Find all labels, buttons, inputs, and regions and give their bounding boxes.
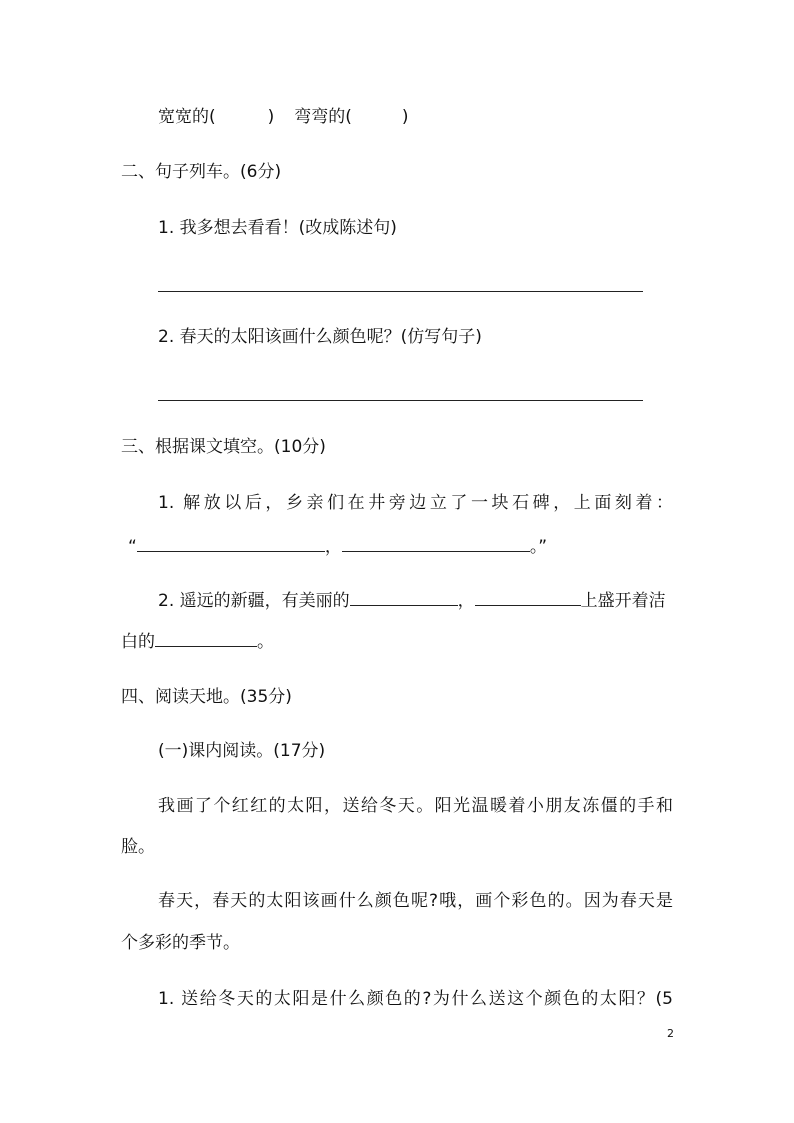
reading-paragraph-1-line-2: 脸。 [121,837,155,857]
section-3-heading: 三、根据课文填空。(10分) [121,437,326,457]
stone-inscription-blank-1[interactable] [137,535,325,552]
section-2-question-1: 1. 我多想去看看！(改成陈述句) [158,218,397,238]
fill-in-curved-close: ) [401,107,409,127]
fill-in-curved-label: 弯弯的( [294,107,352,127]
close-quote: 。” [529,537,548,557]
open-quote: “ [128,537,137,557]
reading-paragraph-2-line-1: 春天，春天的太阳该画什么颜色呢?哦，画个彩色的。因为春天是 [158,891,673,911]
xinjiang-suffix: 上盛开着洁 [580,591,666,611]
comma: ， [324,537,342,557]
period: 。 [257,632,274,652]
section-4-subheading: (一)课内阅读。(17分) [158,741,326,761]
section-3-question-2 [158,589,666,612]
reading-question-1: 1. 送给冬天的太阳是什么颜色的?为什么送这个颜色的太阳？(5 [158,989,673,1009]
white-flower-blank[interactable] [155,630,257,647]
section-2-heading: 二、句子列车。(6分) [121,162,282,182]
white-prefix: 白的 [121,632,155,652]
section-3-question-2-cont [121,630,274,653]
answer-line-1[interactable] [158,291,643,292]
fill-in-pair-line [158,106,409,128]
fill-in-wide-close: ) [267,107,275,127]
reading-paragraph-2-line-2: 个多彩的季节。 [121,933,240,953]
reading-paragraph-1-line-1: 我画了个红红的太阳，送给冬天。阳光温暖着小朋友冻僵的手和 [158,796,673,816]
xinjiang-blank-1[interactable] [350,589,458,606]
stone-inscription-blank-2[interactable] [342,535,530,552]
fill-in-wide-label: 宽宽的( [158,107,216,127]
answer-line-2[interactable] [158,400,643,401]
xinjiang-blank-2[interactable] [475,589,581,606]
xinjiang-prefix: 2. 遥远的新疆，有美丽的 [158,591,350,611]
section-3-question-1-blanks [128,535,547,558]
section-3-question-1: 1. 解放以后，乡亲们在井旁边立了一块石碑，上面刻着： [158,493,673,513]
comma: ， [457,591,475,611]
section-4-heading: 四、阅读天地。(35分) [121,687,292,707]
page-number: 2 [667,1027,674,1040]
section-2-question-2: 2. 春天的太阳该画什么颜色呢？(仿写句子) [158,327,482,347]
